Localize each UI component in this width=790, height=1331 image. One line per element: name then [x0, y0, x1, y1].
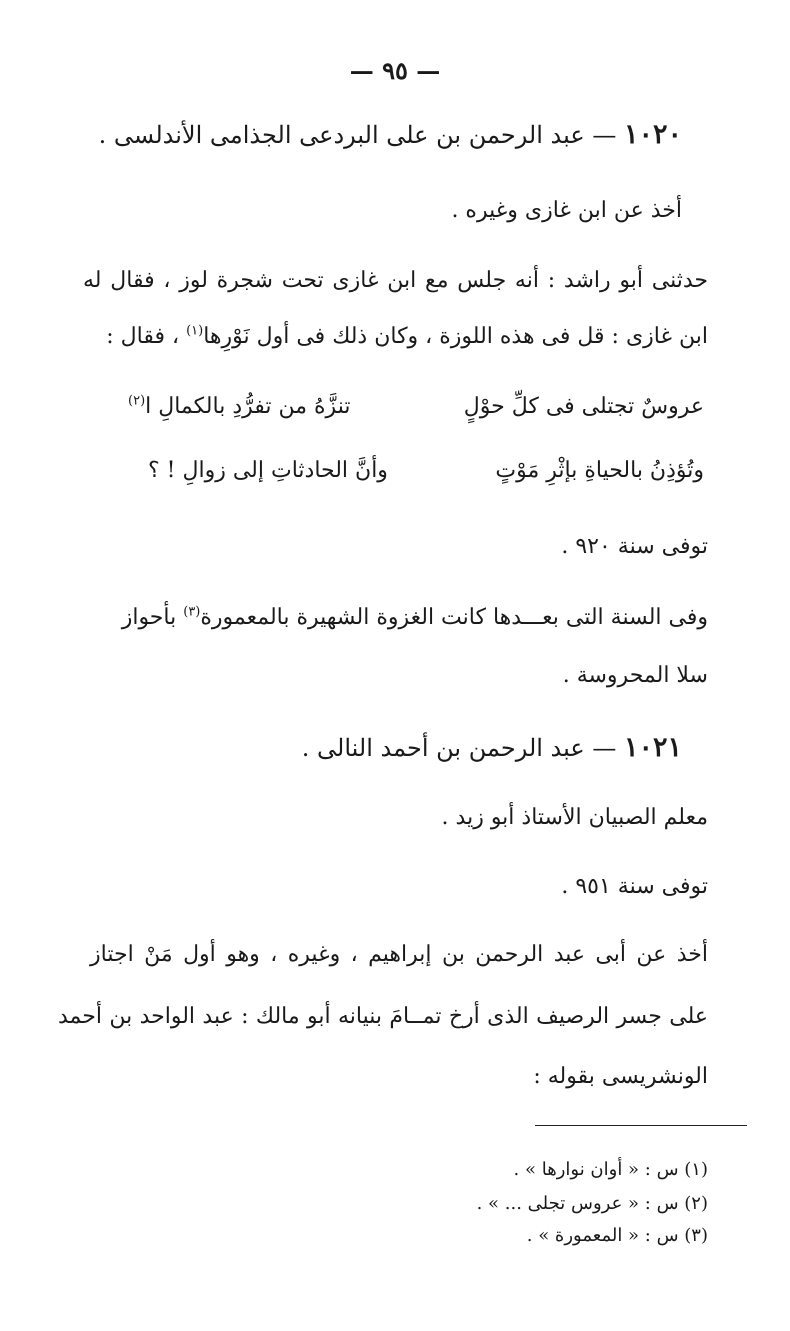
text-line: سلا المحروسة .	[562, 663, 708, 688]
entry-number: ١٠٢٠	[623, 119, 682, 150]
footnote: (٢) س : « عروس تجلى ... » .	[476, 1193, 708, 1214]
verse-text: تنزَّهُ من تفرُّدِ بالكمالِ ا	[145, 394, 351, 419]
text-segment: بأحواز	[121, 605, 184, 630]
text-line	[106, 322, 708, 352]
verse-hemistich	[128, 392, 350, 422]
page-number: — ٩٥ —	[349, 56, 441, 85]
verse-hemistich: وتُؤذِنُ بالحياةِ بإثْرِ مَوْتٍ	[495, 458, 704, 483]
footnote-ref: (١)	[186, 323, 204, 339]
text-line	[122, 603, 708, 633]
verse-hemistich: وأنَّ الحادثاتِ إلى زوالِ ! ؟	[148, 458, 388, 483]
entry-title: — عبد الرحمن بن أحمد النالى .	[301, 734, 617, 762]
footnote-ref: (٣)	[183, 604, 201, 620]
text-segment: ابن غازى : قل فى هذه اللوزة ، وكان ذلك فى أول نَوْرِها	[203, 324, 708, 349]
footnote-separator	[535, 1125, 747, 1126]
text-line: أخذ عن أبى عبد الرحمن بن إبراهيم ، وغيره ، وهو أول مَنْ اجتاز	[90, 942, 708, 967]
footnote-ref: (٢)	[128, 393, 146, 409]
text-line: توفى سنة ٩٥١ .	[561, 874, 708, 899]
text-line: على جسر الرصيف الذى أرخ تمــامَ بنيانه أبو مالك : عبد الواحد بن أحمد	[58, 1004, 708, 1029]
text-line: توفى سنة ٩٢٠ .	[561, 534, 708, 559]
text-line: أخذ عن ابن غازى وغيره .	[451, 198, 682, 223]
entry-title: — عبد الرحمن بن على البردعى الجذامى الأندلسى .	[98, 121, 617, 149]
verse-hemistich: عروسٌ تجتلى فى كلِّ حوْلٍ	[463, 394, 704, 419]
footnote: (٣) س : « المعمورة » .	[526, 1225, 708, 1246]
text-line: معلم الصبيان الأستاذ أبو زيد .	[441, 805, 708, 830]
entry-heading-1020	[99, 120, 682, 150]
text-segment: وفى السنة التى بعـــدها كانت الغزوة الشهيرة بالمعمورة	[200, 605, 708, 630]
entry-heading-1021	[302, 733, 682, 763]
text-line: الونشريسى بقوله :	[533, 1064, 708, 1089]
footnote: (١) س : « أوان نوارها » .	[513, 1159, 708, 1180]
text-segment: ، فقال :	[106, 324, 187, 349]
entry-number: ١٠٢١	[623, 732, 682, 763]
text-line: حدثنى أبو راشد : أنه جلس مع ابن غازى تحت شجرة لوز ، فقال له	[83, 268, 708, 293]
